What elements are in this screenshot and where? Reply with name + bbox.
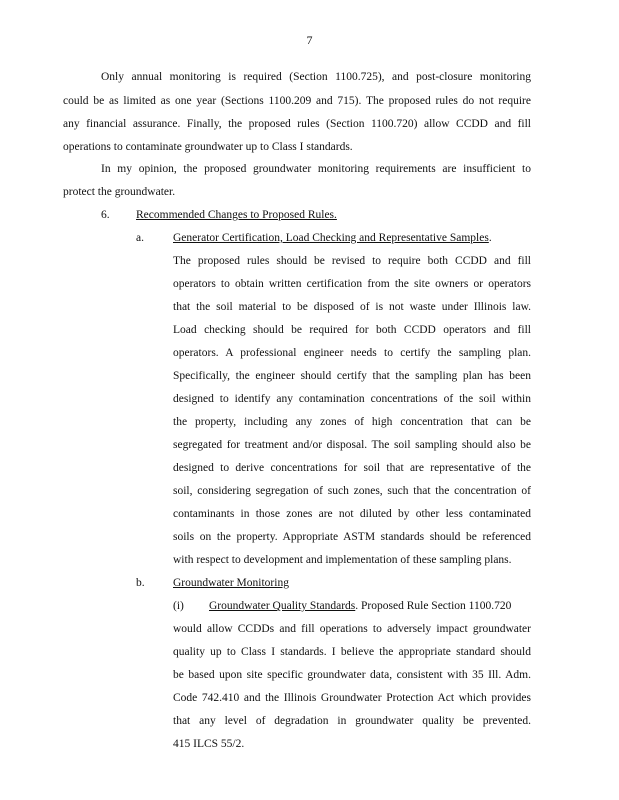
paragraph-1-line-4: operations to contaminate groundwater up to Class I standards. [63,141,353,153]
subitem-i-first-line [209,599,531,613]
paragraph-2-line-2: protect the groundwater. [63,186,176,198]
paragraph-1-line-2: could be as limited as one year (Sections 1100.209 and 715). The proposed rules do not require [63,95,531,107]
paragraph-1-line-1: Only annual monitoring is required (Section 1100.725), and post-closure monitoring [101,71,531,83]
item-b-label: b. [136,577,145,589]
item-a-line-1: The proposed rules should be revised to require both CCDD and fill [173,255,531,267]
item-a-label: a. [136,232,144,244]
paragraph-2-line-1: In my opinion, the proposed groundwater monitoring requirements are insufficient to [101,163,531,175]
item-a-line-3: that the soil material to be disposed of is not waste under Illinois law. [173,301,531,313]
item-a-line-5: operators. A professional engineer needs to certify the sampling plan. [173,347,531,359]
subitem-i-line-3: be based upon site specific groundwater data, consistent with 35 Ill. Adm. [173,669,531,681]
subitem-i-first-rest: . Proposed Rule Section 1100.720 [355,600,512,612]
subitem-i-line-5: that any level of degradation in groundwater quality be prevented. [173,715,531,727]
subitem-i-heading: Groundwater Quality Standards [209,600,356,612]
item-a-line-12: contaminants in those zones are not diluted by other less contaminated [173,508,531,520]
section-6-title: Recommended Changes to Proposed Rules. [136,209,337,221]
item-a-line-4: Load checking should be required for both CCDD operators and fill [173,324,531,336]
item-a-line-13: soils on the property. Appropriate ASTM standards should be referenced [173,531,531,543]
item-a-heading: Generator Certification, Load Checking and Representative Samples [173,232,489,244]
paragraph-1-line-3: any financial assurance. Finally, the proposed rules (Section 1100.720) allow CCDD and fill [63,118,531,130]
subitem-i-line-4: Code 742.410 and the Illinois Groundwater Protection Act which provides [173,692,531,704]
item-a-line-2: operators to obtain written certification from the site owners or operators [173,278,531,290]
item-a-line-6: Specifically, the engineer should certify that the sampling plan has been [173,370,531,382]
subitem-i-line-1: would allow CCDDs and fill operations to adversely impact groundwater [173,623,531,635]
item-a-line-8: the property, including any zones of high concentration that can be [173,416,531,428]
item-a-line-14: with respect to development and implementation of these sampling plans. [173,554,512,566]
item-a-heading-line [173,231,531,245]
subitem-i-line-2: quality up to Class I standards. I believe the appropriate standard should [173,646,531,658]
item-b-heading: Groundwater Monitoring [173,577,289,589]
page-number: 7 [306,33,313,47]
item-a-heading-end: . [488,232,492,244]
section-6-number: 6. [101,209,110,221]
item-a-line-9: segregated for treatment and/or disposal. The soil sampling should also be [173,439,531,451]
subitem-i-line-6: 415 ILCS 55/2. [173,738,245,750]
item-a-line-10: designed to derive concentrations for soil that are representative of the [173,462,531,474]
item-a-line-7: designed to identify any contamination concentrations of the soil within [173,393,531,405]
item-a-line-11: soil, considering segregation of such zones, such that the concentration of [173,485,531,497]
subitem-i-label: (i) [173,600,184,612]
